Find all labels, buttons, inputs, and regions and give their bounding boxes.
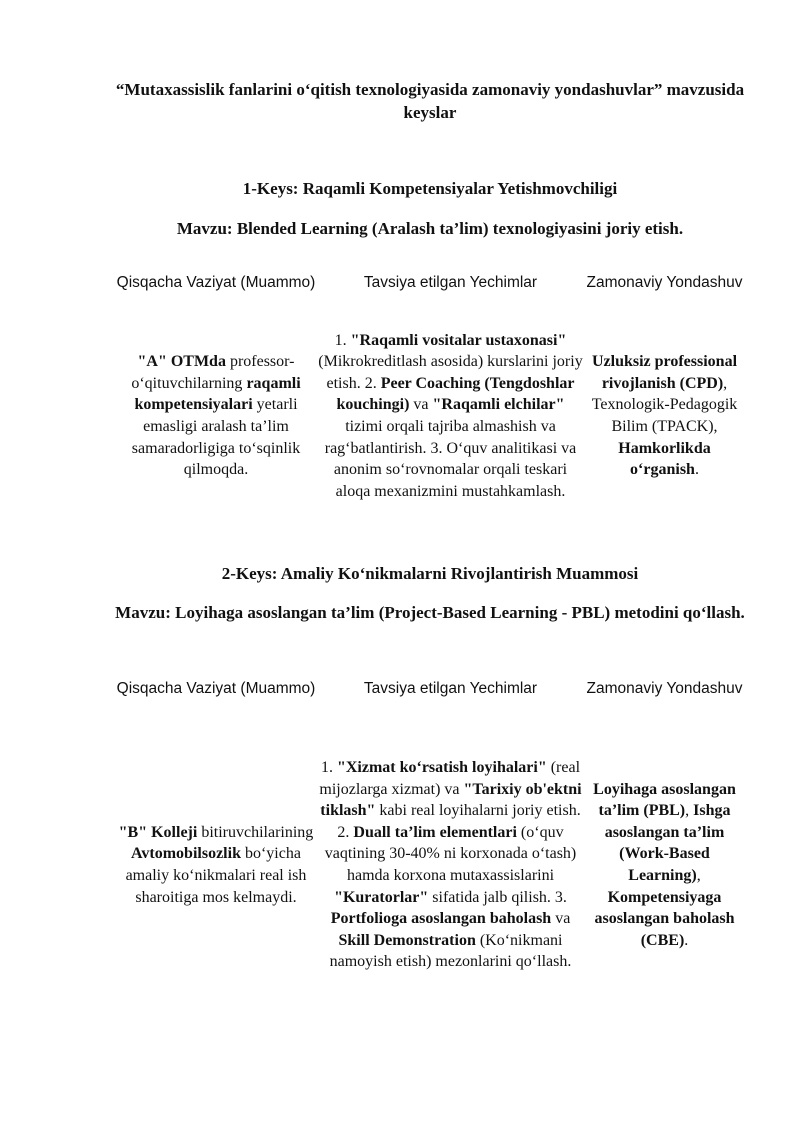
text-run: (o‘quv vaqtining 30-40% ni korxonada o‘tash) hamda korxona mutaxassislarini [324,823,577,884]
case-2-situation [115,714,317,1016]
text-run: va [551,910,571,928]
case-1-situation [115,308,317,524]
text-run: Ishga asoslangan ta’lim (Work-Based Learning) [604,802,731,884]
text-run: Peer Coaching (Tengdoshlar kouchingi) [336,374,575,414]
case-2-approach [584,714,745,1016]
text-run: "B" Kolleji [118,823,198,841]
case-2-heading: 2-Keys: Amaliy Ko‘nikmalarni Rivojlantirish Muammosi [221,564,639,583]
text-run: , [685,802,694,820]
text-run: Loyihaga asoslangan ta’lim (PBL) [593,780,736,820]
text-run: "Tarixiy ob'ektni tiklash" [320,780,582,820]
header-approach: Zamonaviy Yondashuv [586,274,743,291]
case-1-approach [584,308,745,524]
document-title: “Mutaxassislik fanlarini o‘qitish texnologiyasida zamonaviy yondashuvlar” mavzusida keyslar [115,80,745,122]
text-run: bo‘yicha amaliy ko‘nikmalari real ish sharoitiga mos kelmaydi. [125,845,307,906]
header-situation: Qisqacha Vaziyat (Muammo) [116,680,316,697]
case-2-solutions [317,714,584,1016]
text-run: Portfolioga asoslangan baholash [330,910,552,928]
text-run: (Mikrokreditlash asosida) kurslarini joriy etish. 2. [318,353,583,392]
text-run: Hamkorlikda o‘rganish [618,439,711,479]
text-run: "Raqamli vositalar ustaxonasi" [350,331,567,349]
text-run: (real mijozlarga xizmat) va [319,759,581,798]
text-run: sifatida jalb qilish. 3. [428,888,567,906]
text-run: tizimi orqali tajriba almashish va rag‘batlantirish. 3. O‘quv analitikasi va anonim so‘rovnomalar orqali teskari aloqa mexanizmini mustahkamlash. [324,418,577,500]
text-run: . [694,461,699,479]
text-run: yetarli emasligi aralash ta’lim samaradorligiga to‘sqinlik qilmoqda. [131,396,301,479]
case-1-heading: 1-Keys: Raqamli Kompetensiyalar Yetishmovchiligi [242,179,618,198]
text-run: Skill Demonstration [338,931,476,949]
text-run: . [684,931,689,949]
text-run: "A" OTMda [137,353,226,371]
text-run: 1. [334,331,351,349]
text-run: kabi real loyihalarni joriy etish. 2. [337,802,581,841]
text-run: , Texnologik-Pedagogik Bilim (TPACK), [591,374,738,435]
text-run: 1. [320,759,337,777]
text-run: raqamli kompetensiyalari [134,374,301,414]
case-2-table [115,664,745,1016]
text-run: Avtomobilsozlik [131,845,241,863]
header-approach: Zamonaviy Yondashuv [586,680,743,697]
header-solutions: Tavsiya etilgan Yechimlar [363,274,538,291]
text-run: "Xizmat ko‘rsatish loyihalari" [336,759,547,777]
header-situation: Qisqacha Vaziyat (Muammo) [116,274,316,291]
text-run: professor-o‘qituvchilarning [131,353,295,392]
text-run: va [409,396,433,414]
case-1-solutions [317,308,584,524]
text-run: Uzluksiz professional rivojlanish (CPD) [591,353,738,392]
case-1-table [115,258,745,524]
case-2-topic: Mavzu: Loyihaga asoslangan ta’lim (Project-Based Learning - PBL) metodini qo‘llash. [115,603,745,622]
text-run: "Raqamli elchilar" [432,396,565,414]
text-run: "Kuratorlar" [334,888,429,906]
header-solutions: Tavsiya etilgan Yechimlar [363,680,538,697]
text-run: (Ko‘nikmani namoyish etish) mezonlarini qo‘llash. [329,931,572,971]
text-run: bitiruvchilarining [197,823,314,841]
text-run: Kompetensiyaga asoslangan baholash (CBE) [594,888,735,949]
case-1-topic: Mavzu: Blended Learning (Aralash ta’lim) texnologiyasini joriy etish. [176,219,684,238]
text-run: Duall ta’lim elementlari [353,823,517,841]
text-run: , [696,867,701,884]
